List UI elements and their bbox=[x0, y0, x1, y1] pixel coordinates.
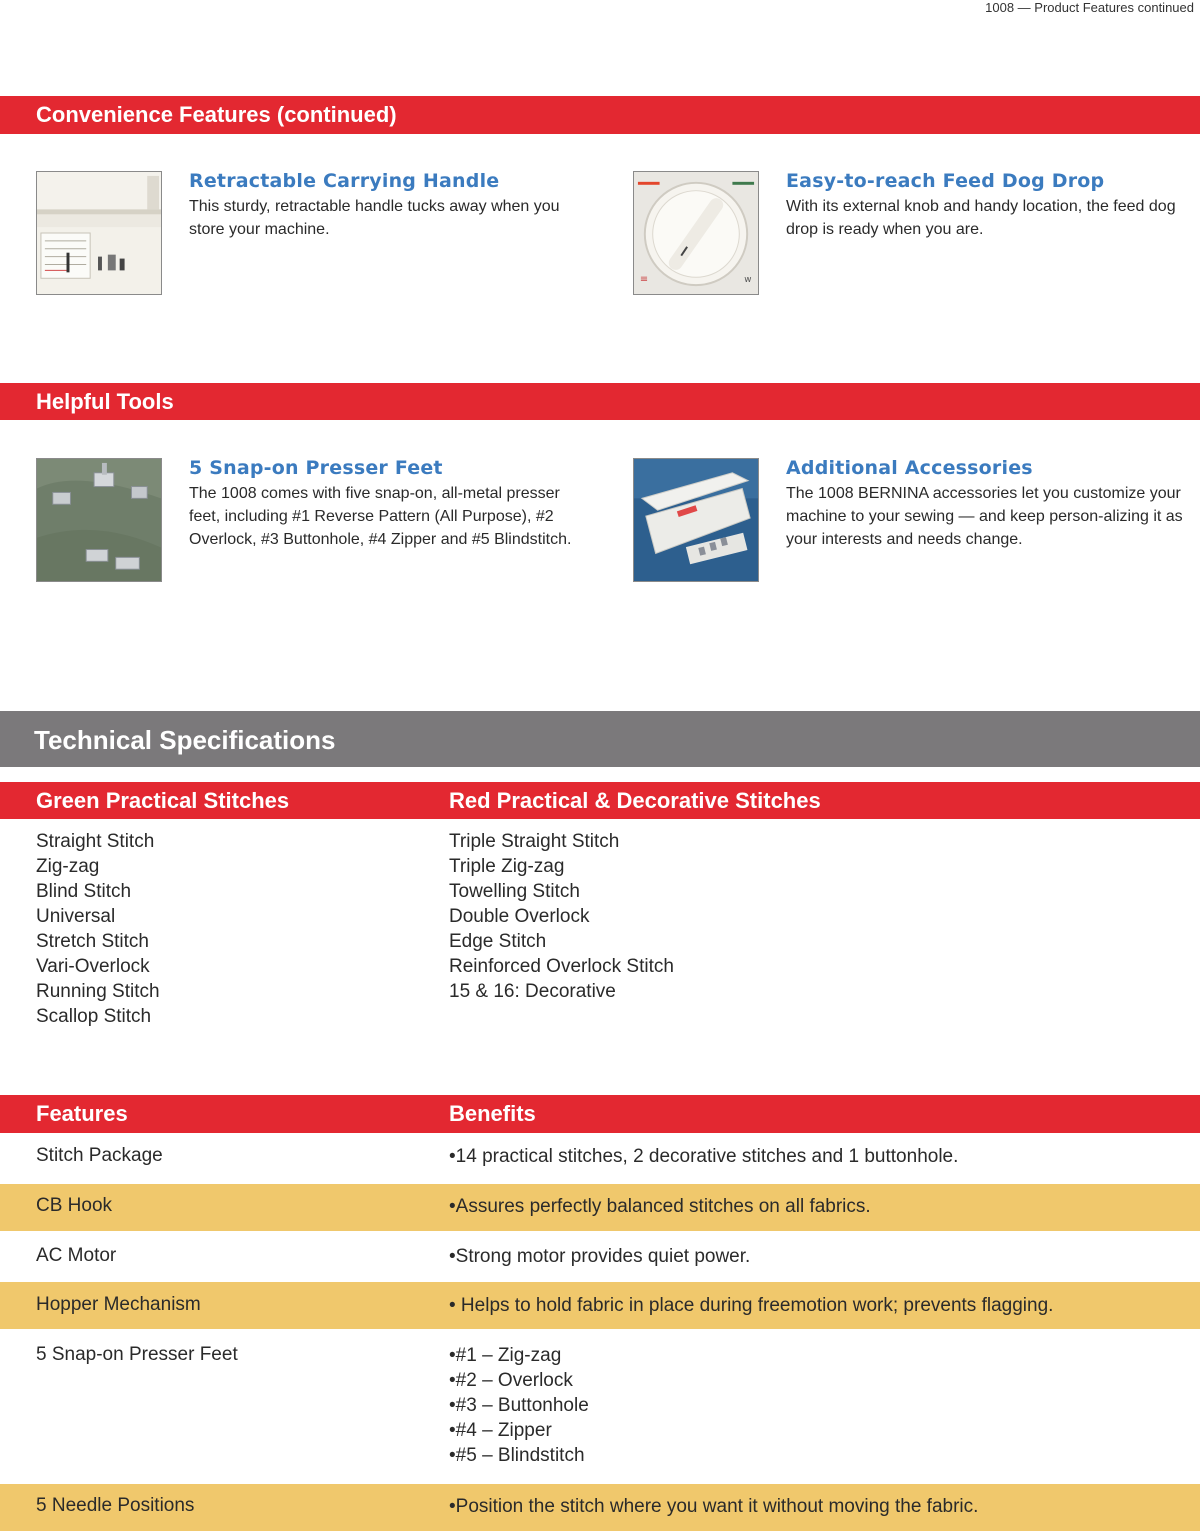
table-row bbox=[0, 1184, 1200, 1231]
feature-carrying-handle bbox=[36, 171, 596, 297]
benefit-line: • Helps to hold fabric in place during freemotion work; prevents flagging. bbox=[449, 1295, 1054, 1316]
green-stitch-list bbox=[36, 829, 160, 1029]
list-item: Universal bbox=[36, 906, 116, 927]
feature-benefit bbox=[449, 1293, 1053, 1318]
list-item: Edge Stitch bbox=[449, 931, 547, 952]
page-header: 1008 — Product Features continued bbox=[985, 0, 1194, 15]
table-row bbox=[0, 1133, 1200, 1184]
benefit-line: •Assures perfectly balanced stitches on all fabrics. bbox=[449, 1196, 871, 1217]
presser-feet-photo bbox=[36, 458, 162, 582]
feature-presser-feet bbox=[36, 458, 596, 584]
feature-description: With its external knob and handy location, the feed dog drop is ready when you are. bbox=[786, 198, 1176, 238]
svg-text:≡: ≡ bbox=[639, 274, 649, 286]
feature-name: Hopper Mechanism bbox=[36, 1294, 201, 1315]
table-row bbox=[0, 1231, 1200, 1282]
table-row bbox=[0, 1329, 1200, 1484]
list-item: Running Stitch bbox=[36, 981, 160, 1002]
svg-text:w: w bbox=[744, 275, 752, 286]
feature-benefit bbox=[449, 1144, 958, 1169]
list-item: Reinforced Overlock Stitch bbox=[449, 956, 674, 977]
list-item: Blind Stitch bbox=[36, 881, 132, 902]
convenience-heading-band bbox=[0, 96, 1200, 134]
list-item: Triple Zig-zag bbox=[449, 856, 565, 877]
red-stitch-list bbox=[449, 829, 674, 1004]
table-row bbox=[0, 1484, 1200, 1531]
tech-spec-heading: Technical Specifications bbox=[34, 725, 336, 755]
feature-title: Additional Accessories bbox=[786, 457, 1033, 479]
list-item: Zig-zag bbox=[36, 856, 100, 877]
tools-heading: Helpful Tools bbox=[36, 389, 174, 414]
accessories-box-photo bbox=[633, 458, 759, 582]
feature-name: AC Motor bbox=[36, 1245, 117, 1266]
stitches-heading-band bbox=[0, 782, 1200, 819]
feature-benefit bbox=[449, 1494, 978, 1519]
feature-title: Retractable Carrying Handle bbox=[189, 170, 500, 192]
list-item: Triple Straight Stitch bbox=[449, 831, 620, 852]
table-row bbox=[0, 1282, 1200, 1329]
benefit-line: •#2 – Overlock bbox=[449, 1370, 573, 1391]
list-item: 15 & 16: Decorative bbox=[449, 981, 616, 1002]
list-item: Straight Stitch bbox=[36, 831, 155, 852]
red-stitches-heading: Red Practical & Decorative Stitches bbox=[449, 788, 821, 813]
feature-benefit bbox=[449, 1244, 750, 1269]
tech-spec-band bbox=[0, 711, 1200, 767]
features-table-header bbox=[0, 1095, 1200, 1133]
feature-description: This sturdy, retractable handle tucks away when you store your machine. bbox=[189, 198, 560, 238]
benefit-line: •#3 – Buttonhole bbox=[449, 1395, 589, 1416]
list-item: Towelling Stitch bbox=[449, 881, 580, 902]
feature-name: Stitch Package bbox=[36, 1145, 163, 1166]
feed-dog-knob-photo bbox=[633, 171, 759, 295]
list-item: Double Overlock bbox=[449, 906, 590, 927]
benefit-line: •#4 – Zipper bbox=[449, 1420, 552, 1441]
benefits-column-heading: Benefits bbox=[449, 1101, 536, 1126]
machine-handle-photo bbox=[36, 171, 162, 295]
feature-name: 5 Needle Positions bbox=[36, 1495, 195, 1516]
benefit-line: •Strong motor provides quiet power. bbox=[449, 1246, 751, 1267]
feature-title: 5 Snap-on Presser Feet bbox=[189, 457, 443, 479]
list-item: Stretch Stitch bbox=[36, 931, 149, 952]
list-item: Scallop Stitch bbox=[36, 1006, 152, 1027]
green-stitches-heading: Green Practical Stitches bbox=[36, 788, 290, 813]
feature-description: The 1008 BERNINA accessories let you customize your machine to your sewing — and keep person-alizing it as your interests and needs change. bbox=[786, 485, 1183, 548]
feature-name: 5 Snap-on Presser Feet bbox=[36, 1344, 238, 1365]
feature-benefit bbox=[449, 1343, 589, 1468]
features-column-heading: Features bbox=[36, 1101, 128, 1126]
benefit-line: •#5 – Blindstitch bbox=[449, 1445, 585, 1466]
benefit-line: •#1 – Zig-zag bbox=[449, 1345, 562, 1366]
benefit-line: •Position the stitch where you want it without moving the fabric. bbox=[449, 1496, 979, 1517]
list-item: Vari-Overlock bbox=[36, 956, 150, 977]
feature-feed-dog-drop bbox=[633, 171, 1193, 297]
tools-heading-band bbox=[0, 383, 1200, 420]
benefit-line: •14 practical stitches, 2 decorative stitches and 1 buttonhole. bbox=[449, 1146, 959, 1167]
feature-accessories bbox=[633, 458, 1193, 584]
convenience-heading: Convenience Features (continued) bbox=[36, 102, 397, 127]
feature-title: Easy-to-reach Feed Dog Drop bbox=[786, 170, 1105, 192]
feature-description: The 1008 comes with five snap-on, all-metal presser feet, including #1 Reverse Pattern (All Purpose), #2 Overlock, #3 Buttonhole, #4 Zipper and #5 Blindstitch. bbox=[189, 485, 572, 548]
feature-name: CB Hook bbox=[36, 1195, 113, 1216]
feature-benefit bbox=[449, 1194, 871, 1219]
